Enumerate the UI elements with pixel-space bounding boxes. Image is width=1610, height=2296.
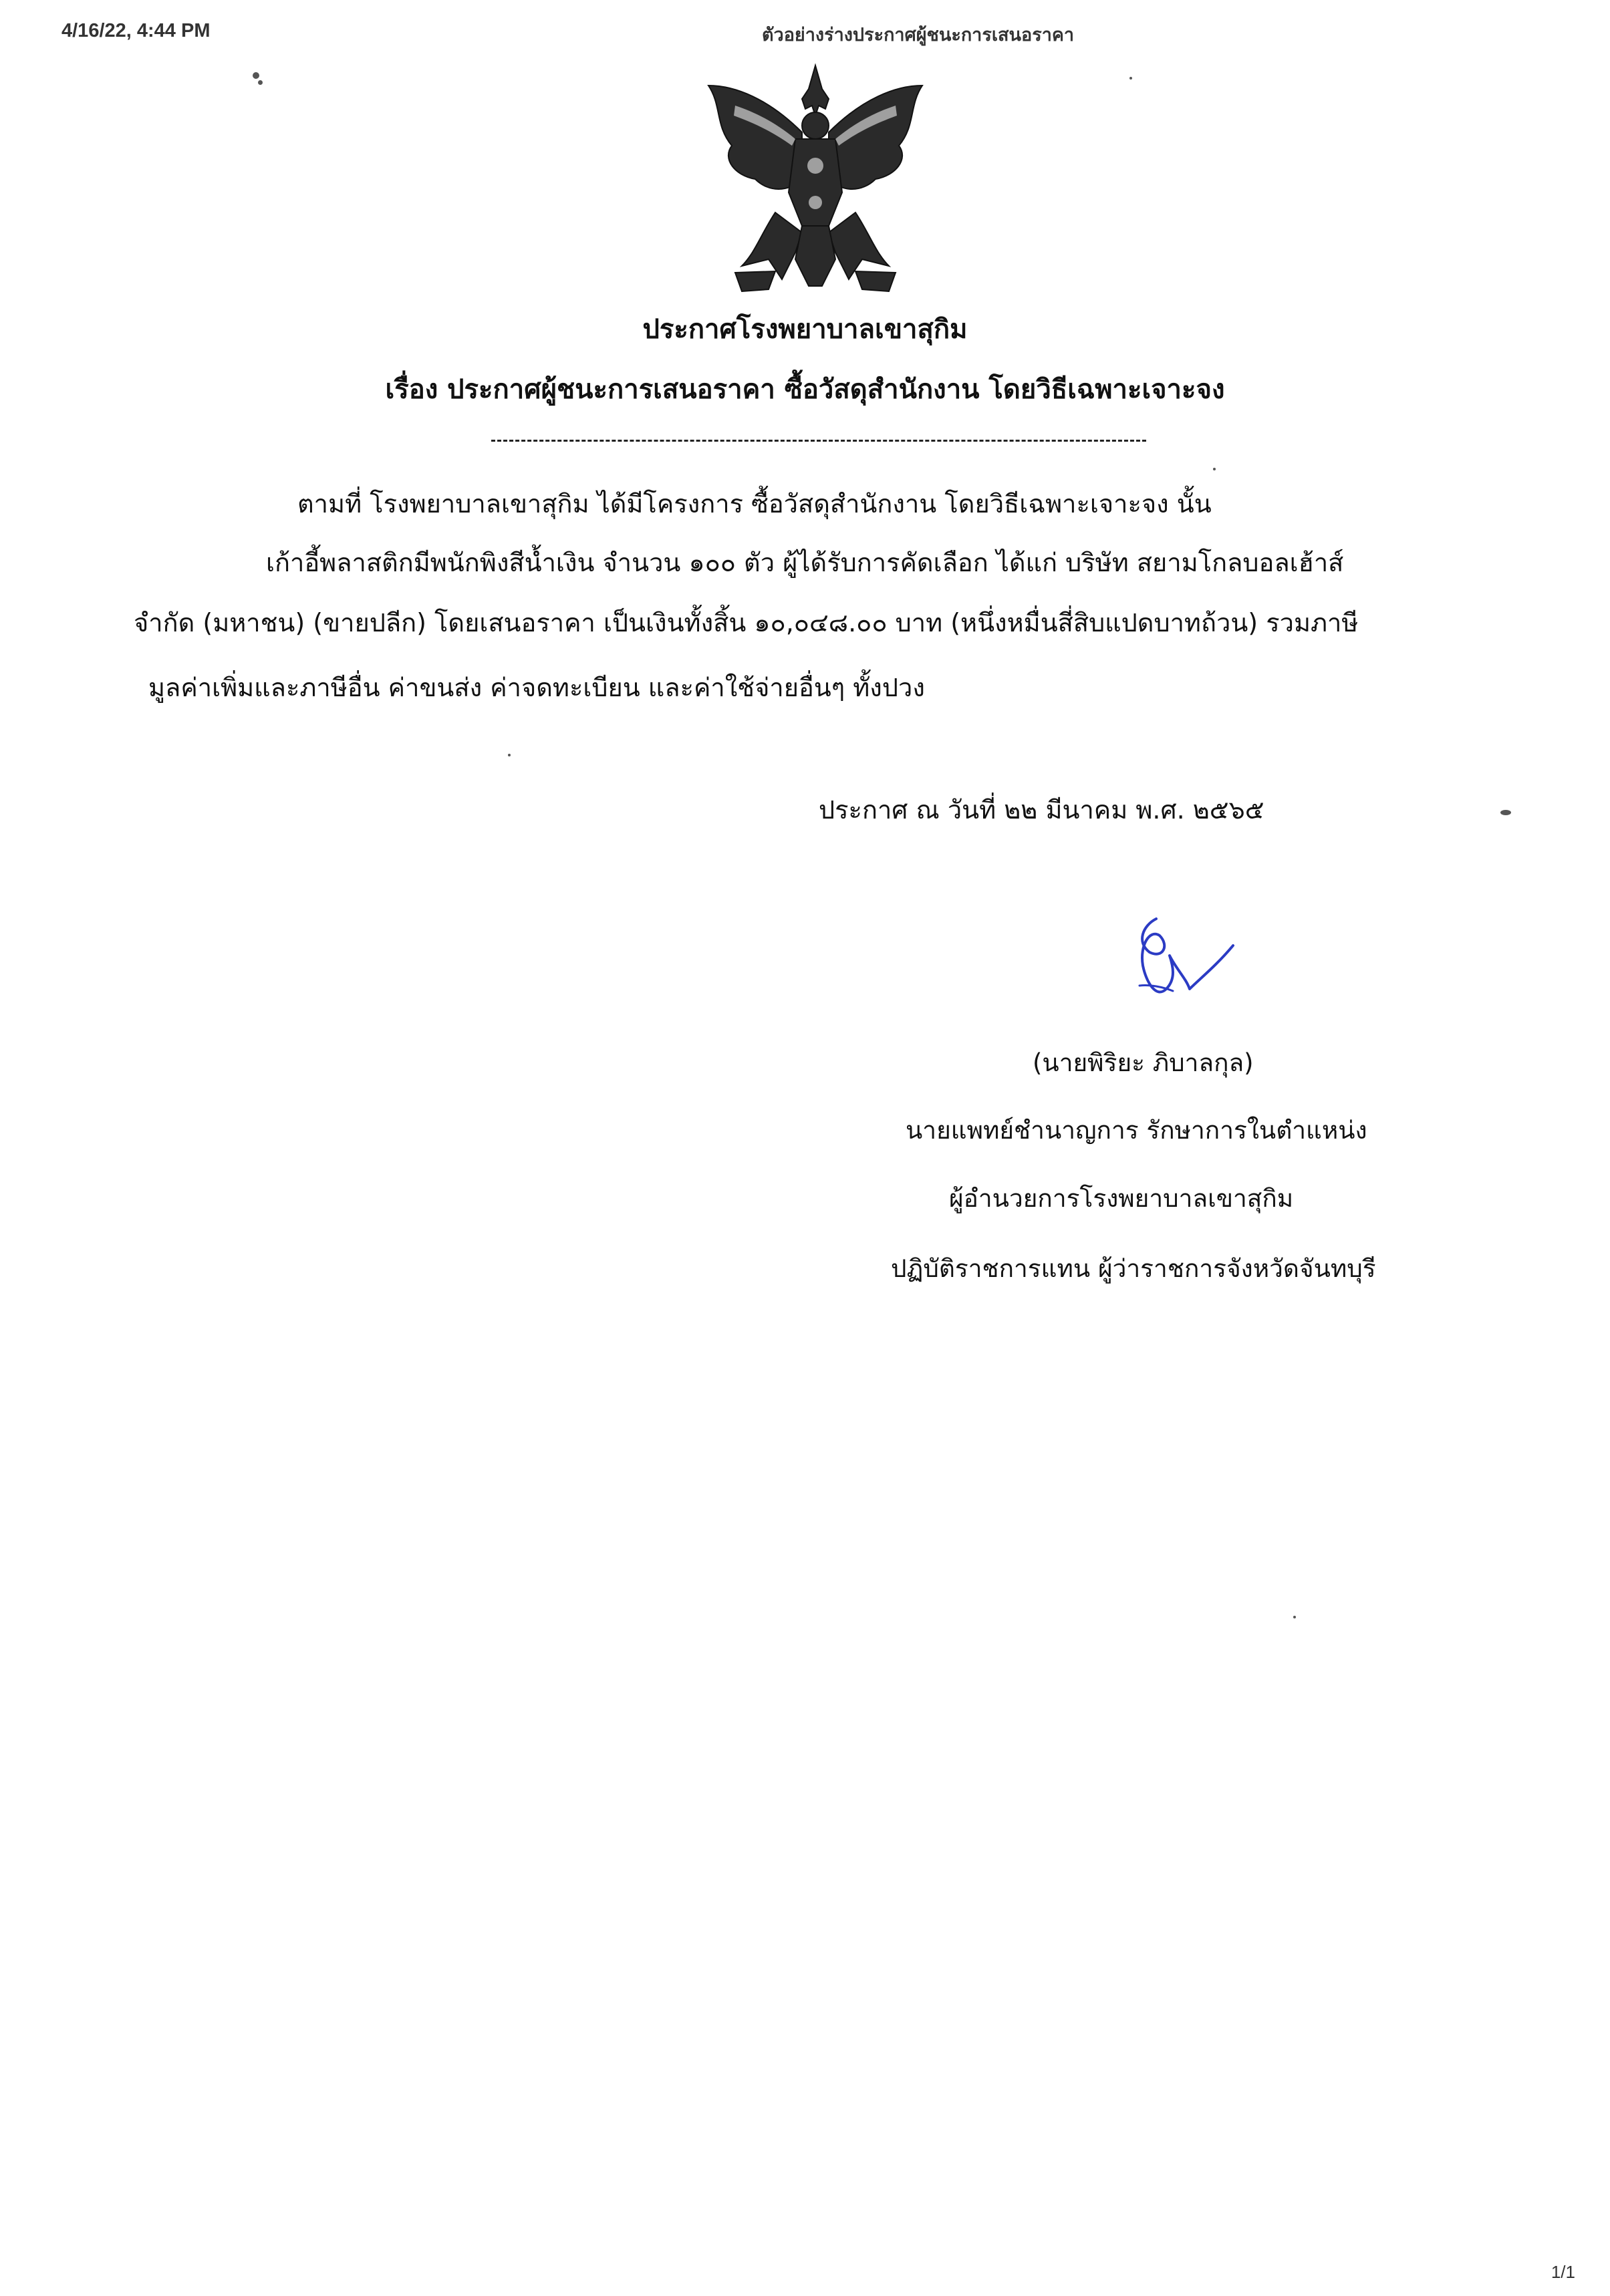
print-document-title: ตัวอย่างร่างประกาศผู้ชนะการเสนอราคา bbox=[762, 25, 1075, 45]
announcement-title: ประกาศโรงพยาบาลเขาสุกิม bbox=[642, 314, 968, 345]
signatory-position-1: นายแพทย์ชำนาญการ รักษาการในตำแหน่ง bbox=[906, 1116, 1367, 1145]
scan-speck bbox=[1293, 1616, 1296, 1618]
scan-speck bbox=[1129, 77, 1132, 80]
signatory-position-3: ปฏิบัติราชการแทน ผู้ว่าราชการจังหวัดจันทบุรี bbox=[891, 1254, 1376, 1283]
page-count: 1/1 bbox=[1551, 2262, 1575, 2282]
scan-speck bbox=[253, 72, 259, 79]
body-line-1: ตามที่ โรงพยาบาลเขาสุกิม ได้มีโครงการ ซื้อวัสดุสำนักงาน โดยวิธีเฉพาะเจาะจง นั้น bbox=[297, 489, 1212, 519]
scan-speck bbox=[258, 80, 263, 85]
print-datetime: 4/16/22, 4:44 PM bbox=[61, 20, 211, 41]
announcement-date: ประกาศ ณ วันที่ ๒๒ มีนาคม พ.ศ. ๒๕๖๕ bbox=[819, 795, 1264, 825]
signatory-position-2: ผู้อำนวยการโรงพยาบาลเขาสุกิม bbox=[949, 1184, 1294, 1213]
garuda-emblem-icon bbox=[695, 59, 936, 306]
handwritten-signature bbox=[1109, 905, 1243, 1006]
body-line-2: เก้าอี้พลาสติกมีพนักพิงสีน้ำเงิน จำนวน ๑๐๐ ตัว ผู้ได้รับการคัดเลือก ได้แก่ บริษัท สยามโกลบอลเฮ้าส์ bbox=[266, 548, 1344, 577]
body-line-4: มูลค่าเพิ่มและภาษีอื่น ค่าขนส่ง ค่าจดทะเบียน และค่าใช้จ่ายอื่นๆ ทั้งปวง bbox=[148, 673, 925, 702]
signatory-name: (นายพิริยะ ภิบาลกุล) bbox=[1033, 1048, 1254, 1077]
announcement-subject: เรื่อง ประกาศผู้ชนะการเสนอราคา ซื้อวัสดุสำนักงาน โดยวิธีเฉพาะเจาะจง bbox=[385, 374, 1225, 405]
body-line-3: จำกัด (มหาชน) (ขายปลีก) โดยเสนอราคา เป็นเงินทั้งสิ้น ๑๐,๐๔๘.๐๐ บาท (หนึ่งหมื่นสี่สิบแปดบาทถ้วน) รวมภาษี bbox=[134, 608, 1359, 637]
scan-speck bbox=[508, 754, 511, 756]
title-divider bbox=[491, 440, 1146, 442]
scan-speck bbox=[1500, 810, 1511, 815]
scan-speck bbox=[1213, 468, 1216, 470]
